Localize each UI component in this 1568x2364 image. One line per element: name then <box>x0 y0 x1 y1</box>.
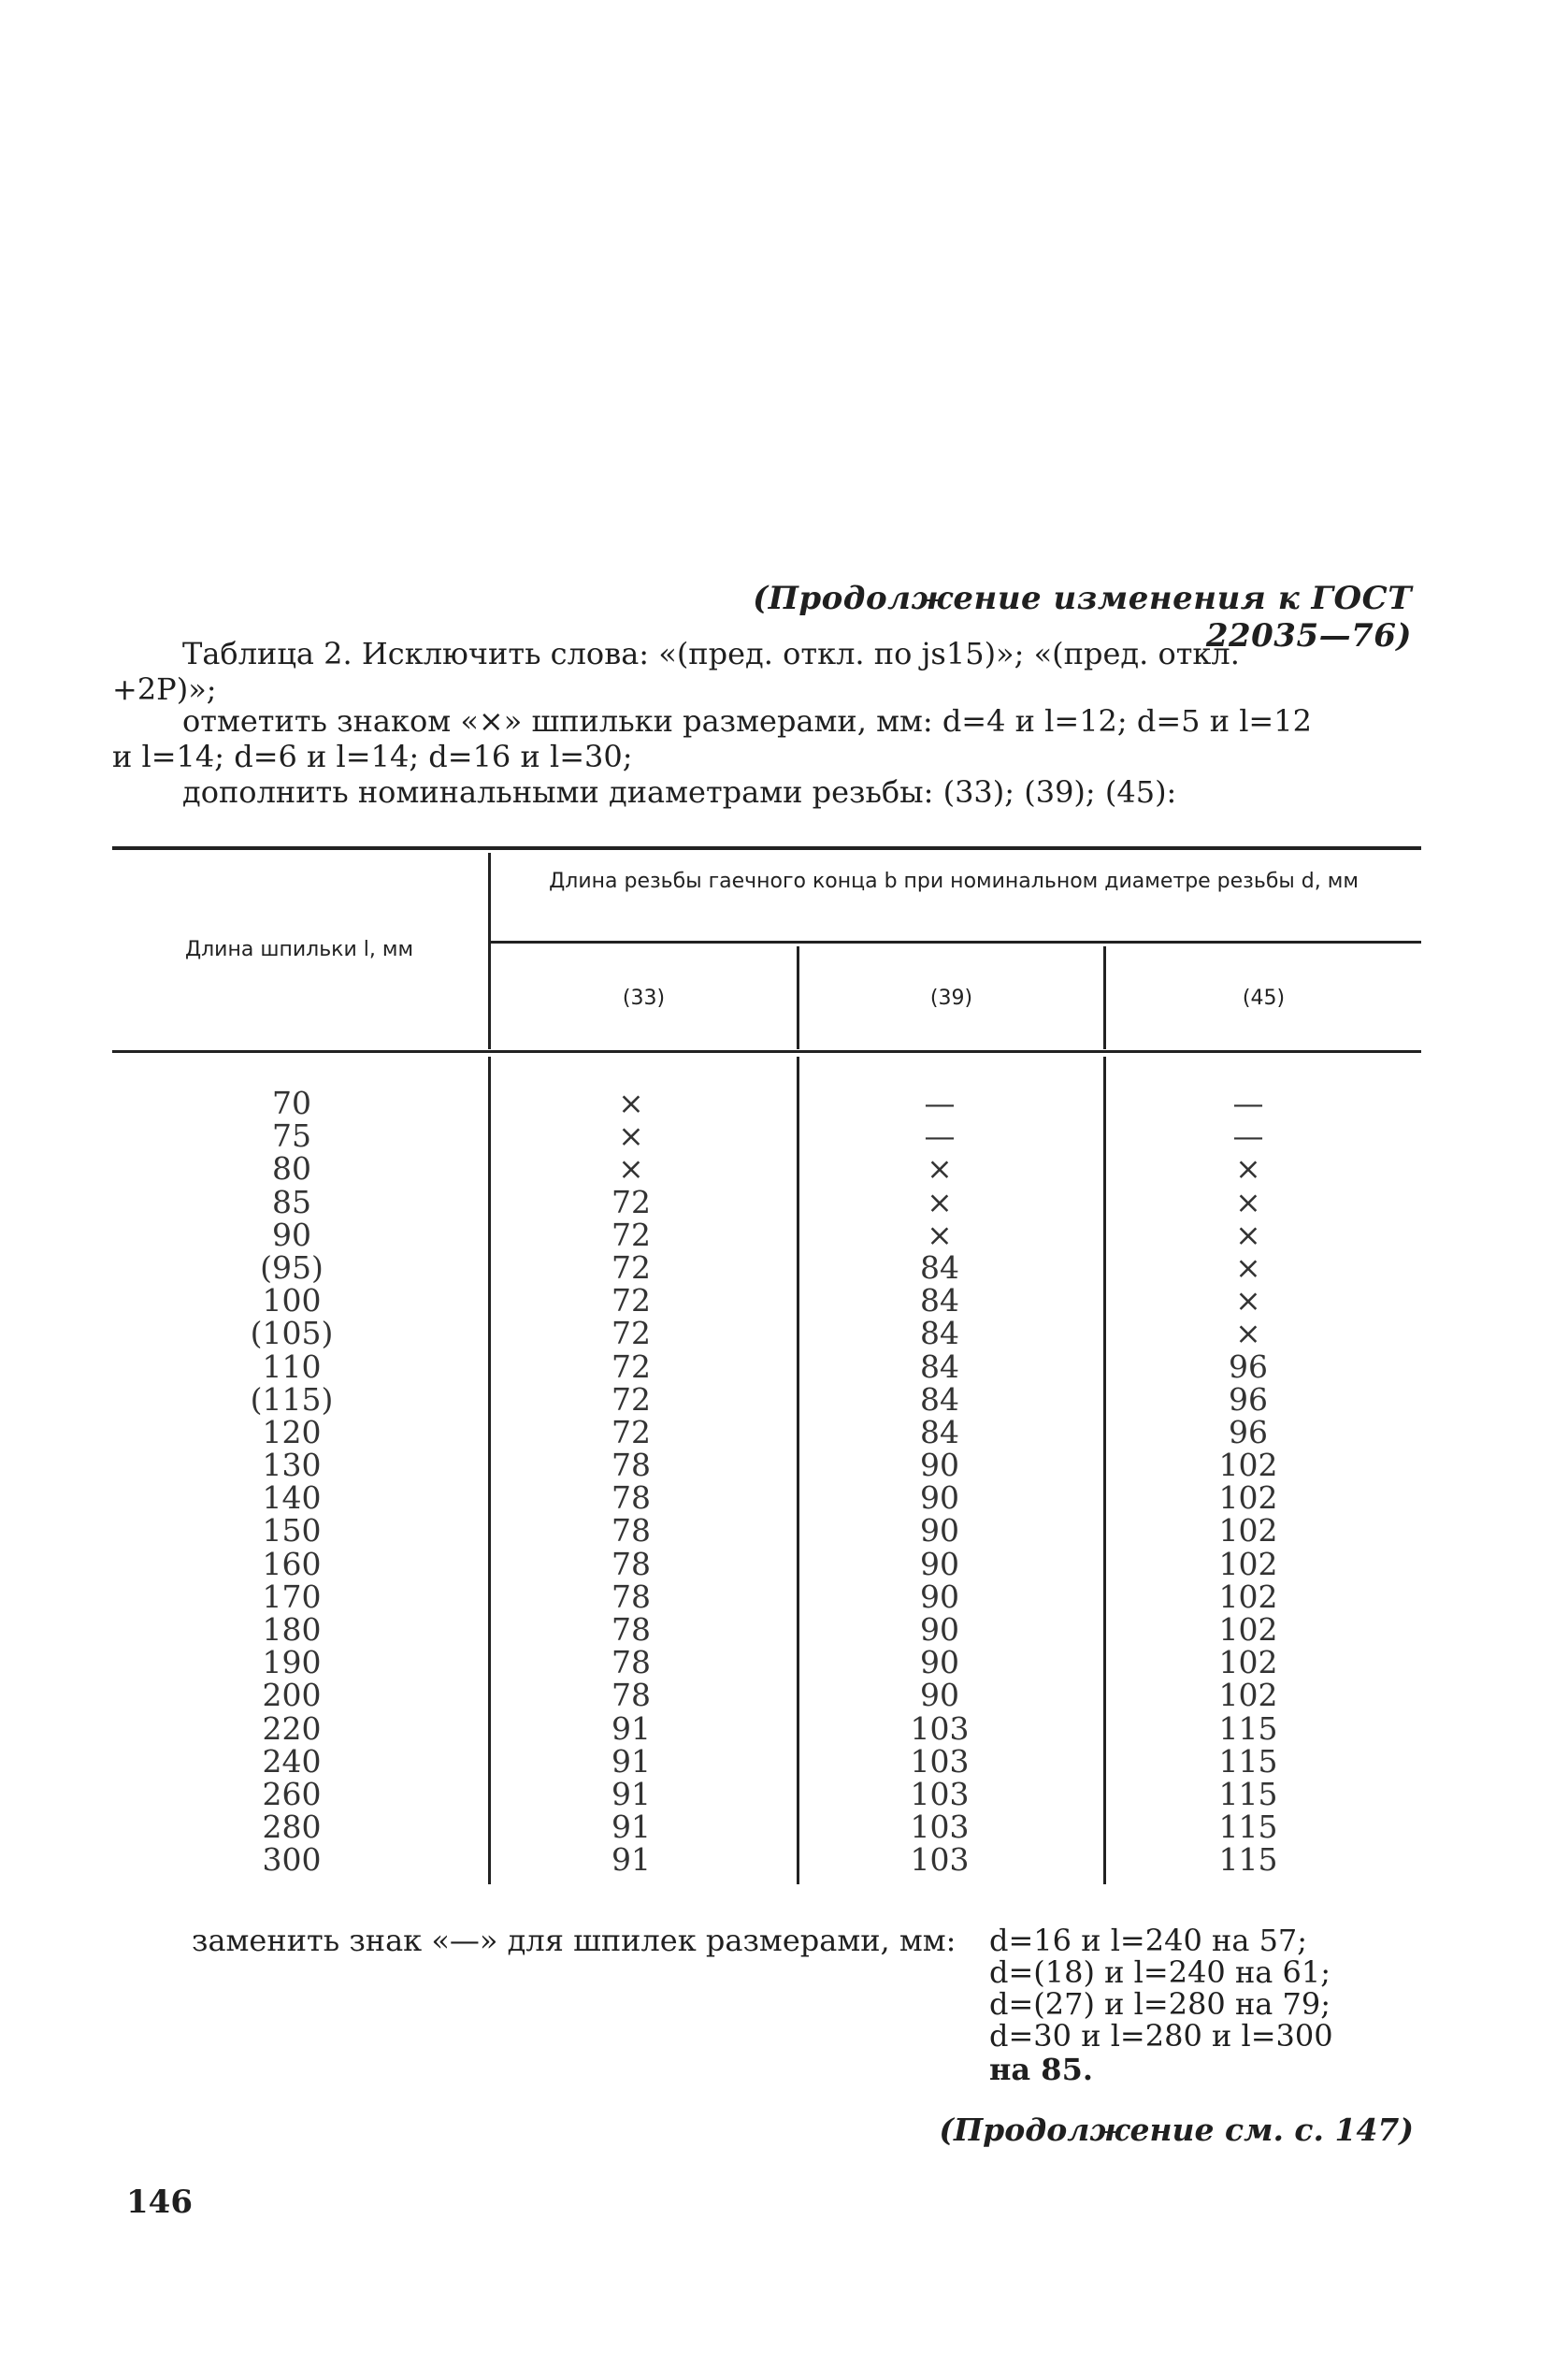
table-cell-d45: 115 <box>1218 1809 1278 1846</box>
table-cell-d45: 115 <box>1218 1742 1278 1780</box>
table-cell-d33: 78 <box>611 1545 651 1582</box>
col-header-45: (45) <box>1242 987 1286 1010</box>
table-cell-d45: × <box>1235 1150 1261 1188</box>
table-cell-d45: 102 <box>1218 1447 1278 1484</box>
table-cell-d45: 115 <box>1218 1841 1278 1879</box>
table-cell-d33: 91 <box>611 1841 651 1879</box>
table-cell-d45: — <box>1232 1117 1264 1155</box>
table-cell-d33: 72 <box>611 1413 651 1450</box>
table-cell-length: 280 <box>262 1809 322 1846</box>
table-cell-d33: 72 <box>611 1380 651 1418</box>
table-cell-d39: 90 <box>920 1578 959 1615</box>
table-cell-d45: 96 <box>1229 1413 1268 1450</box>
table-cell-d39: 90 <box>920 1644 959 1681</box>
table-cell-length: 220 <box>262 1709 322 1747</box>
column-d39 <box>846 1087 1033 1877</box>
table-cell-d33: × <box>618 1117 644 1155</box>
table-cell-d33: 91 <box>611 1809 651 1846</box>
table-cell-d33: 91 <box>611 1742 651 1780</box>
table-cell-length: 110 <box>262 1348 322 1385</box>
table-cell-d33: 78 <box>611 1479 651 1517</box>
table-cell-d39: 90 <box>920 1611 959 1648</box>
table-cell-d45: 102 <box>1218 1512 1278 1550</box>
intro-line-4: и l=14; d=6 и l=14; d=16 и l=30; <box>112 739 633 774</box>
table-cell-d45: 102 <box>1218 1611 1278 1648</box>
table-cell-d39: 84 <box>920 1380 959 1418</box>
table-cell-d39: × <box>927 1216 953 1253</box>
replace-note-line-1: d=16 и l=240 на 57; <box>989 1923 1308 1958</box>
column-length <box>198 1087 385 1877</box>
intro-line-1: Таблица 2. Исключить слова: «(пред. откл. по js15)»; «(пред. откл. <box>182 636 1240 671</box>
table-cell-length: 100 <box>262 1282 322 1319</box>
table-cell-d45: 96 <box>1229 1380 1268 1418</box>
table-cell-length: (105) <box>250 1315 334 1352</box>
table-cell-d33: 78 <box>611 1611 651 1648</box>
table-cell-d33: 78 <box>611 1677 651 1714</box>
table-cell-d39: 103 <box>910 1742 970 1780</box>
table-cell-length: 80 <box>272 1150 311 1188</box>
table-cell-length: 75 <box>272 1117 311 1155</box>
table-cell-d39: 84 <box>920 1282 959 1319</box>
table-cell-length: 170 <box>262 1578 322 1615</box>
table-cell-d39: 103 <box>910 1809 970 1846</box>
table-cell-d45: × <box>1235 1282 1261 1319</box>
stub-header: Длина шпильки l, мм <box>184 938 414 961</box>
table-cell-d33: 78 <box>611 1447 651 1484</box>
replace-note-line-4: d=30 и l=280 и l=300 <box>989 2018 1333 2054</box>
table-cell-d45: 102 <box>1218 1644 1278 1681</box>
table-cell-d39: 84 <box>920 1348 959 1385</box>
table-cell-length: 240 <box>262 1742 322 1780</box>
table-cell-d45: 102 <box>1218 1677 1278 1714</box>
table-cell-length: 70 <box>272 1085 311 1121</box>
table-cell-d33: 91 <box>611 1709 651 1747</box>
table-cell-d45: 102 <box>1218 1479 1278 1517</box>
table-cell-d39: 90 <box>920 1447 959 1484</box>
group-header: Длина резьбы гаечного конца b при номинальном диаметре резьбы d, мм <box>549 870 1359 893</box>
table-cell-length: 90 <box>272 1216 311 1253</box>
table-cell-d33: 78 <box>611 1512 651 1550</box>
column-d33 <box>538 1087 725 1877</box>
table-cell-d33: 91 <box>611 1775 651 1812</box>
table-cell-d45: — <box>1232 1085 1264 1121</box>
intro-line-2: +2P)»; <box>112 671 217 707</box>
stub-divider-body <box>488 1057 491 1884</box>
table-cell-d39: 103 <box>910 1709 970 1747</box>
table-cell-d39: 90 <box>920 1545 959 1582</box>
table-cell-d45: × <box>1235 1183 1261 1220</box>
table-header-rule <box>112 1050 1421 1053</box>
table-cell-length: 85 <box>272 1183 311 1220</box>
table-cell-d33: 72 <box>611 1282 651 1319</box>
table-cell-d33: 72 <box>611 1315 651 1352</box>
table-cell-d45: × <box>1235 1216 1261 1253</box>
replace-note-line-3: d=(27) и l=280 на 79; <box>989 1986 1331 2022</box>
header-note: (Продолжение изменения к ГОСТ 22035—76) <box>753 580 1412 655</box>
replace-note-lead: заменить знак «—» для шпилек размерами, мм: <box>192 1923 957 1958</box>
replace-note-line-2: d=(18) и l=240 на 61; <box>989 1954 1331 1990</box>
intro-line-3: отметить знаком «×» шпильки размерами, мм: d=4 и l=12; d=5 и l=12 <box>182 703 1312 739</box>
table-cell-length: 260 <box>262 1775 322 1812</box>
table-cell-d45: 102 <box>1218 1578 1278 1615</box>
table-cell-d33: 72 <box>611 1183 651 1220</box>
intro-line-5: дополнить номинальными диаметрами резьбы: (33); (39); (45): <box>182 774 1177 810</box>
table-cell-d33: 78 <box>611 1644 651 1681</box>
table-cell-length: 180 <box>262 1611 322 1648</box>
table-cell-d39: 103 <box>910 1775 970 1812</box>
table-cell-length: 190 <box>262 1644 322 1681</box>
table-cell-d39: — <box>924 1117 956 1155</box>
table-cell-d33: 78 <box>611 1578 651 1615</box>
table-cell-d39: 90 <box>920 1512 959 1550</box>
table-cell-length: 130 <box>262 1447 322 1484</box>
table-cell-d33: 72 <box>611 1248 651 1286</box>
table-cell-d33: × <box>618 1085 644 1121</box>
table-cell-d33: 72 <box>611 1216 651 1253</box>
table-cell-d45: 96 <box>1229 1348 1268 1385</box>
table-cell-d33: 72 <box>611 1348 651 1385</box>
table-cell-length: 120 <box>262 1413 322 1450</box>
table-cell-d39: 84 <box>920 1248 959 1286</box>
table-cell-d45: × <box>1235 1248 1261 1286</box>
table-cell-d33: × <box>618 1150 644 1188</box>
table-cell-length: 140 <box>262 1479 322 1517</box>
table-cell-d45: 115 <box>1218 1775 1278 1812</box>
table-cell-length: 150 <box>262 1512 322 1550</box>
page-number: 146 <box>126 2184 193 2221</box>
table-cell-d45: × <box>1235 1315 1261 1352</box>
group-header-rule <box>491 941 1421 944</box>
table-cell-d45: 102 <box>1218 1545 1278 1582</box>
table-cell-length: (95) <box>260 1248 324 1286</box>
table-cell-d39: 103 <box>910 1841 970 1879</box>
col-divider-2-body <box>1103 1057 1106 1884</box>
table-cell-d45: 115 <box>1218 1709 1278 1747</box>
col-header-33: (33) <box>622 987 666 1010</box>
table-cell-d39: × <box>927 1150 953 1188</box>
col-divider-1-body <box>797 1057 799 1884</box>
table-cell-d39: 90 <box>920 1677 959 1714</box>
stub-divider-head <box>488 853 491 1049</box>
table-cell-length: 300 <box>262 1841 322 1879</box>
table-cell-d39: — <box>924 1085 956 1121</box>
replace-note-line-5: на 85. <box>989 2052 1093 2087</box>
table-cell-length: 160 <box>262 1545 322 1582</box>
col-header-39: (39) <box>929 987 973 1010</box>
table-cell-length: (115) <box>250 1380 334 1418</box>
table-cell-d39: 90 <box>920 1479 959 1517</box>
table-cell-length: 200 <box>262 1677 322 1714</box>
continue-note: (Продолжение см. с. 147) <box>939 2112 1414 2148</box>
column-d45 <box>1155 1087 1342 1877</box>
table-cell-d39: 84 <box>920 1315 959 1352</box>
table-cell-d39: × <box>927 1183 953 1220</box>
table-top-rule <box>112 846 1421 850</box>
table-cell-d39: 84 <box>920 1413 959 1450</box>
